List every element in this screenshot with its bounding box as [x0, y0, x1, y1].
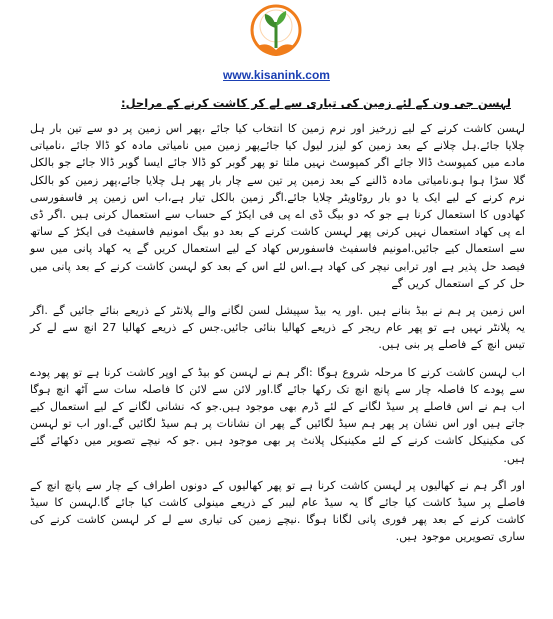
article-body	[30, 120, 525, 556]
paragraph-land-preparation: لہسن کاشت کرنے کے لیے زرخیز اور نرم زمین کا انتخاب کیا جائے ،پھر اس زمین پر دو سے تین بار ہل چلایا جائے.ہل چلانے کے بعد زمین کو لیزر لیول کیا جائےپھر زمین میں نامیاتی مادہ کو ڈالا جائے ،نامیاتی مادے میں کمپوسٹ ڈالا جائے اگر کمپوسٹ نہیں ملتا تو پھر گوبر کو ڈالا جائے ایسا گوبر ڈالا جائے جو بالکل گلا سڑا ہوا ہو.نامیاتی مادہ ڈالنے کے بعد زمین پر تین سے چار بار پھر ہل چلایا جائے،پھر زمین کو بالکل نرم کرنے کے لیے ایک یا دو بار روٹاویٹر چلایا جائے.اگر زمین بالکل تیار ہے،اب اس زمین پر فاسفورسی کھادوں کا استعمال کرنا ہے جو کہ دو بیگ ڈی اے پی فی ایکڑ کے حساب سے استعمال کرنی ہیں .اگر ڈی اے پی کھاد استعمال نہیں کرنی پھر لہسن کاشت کرنے کے بعد دو بیگ امونیم فاسفیٹ فی ایکڑ کے ساتھ سے استعمال کیے جائیں.امونیم فاسفیٹ فاسفورس کھاد کے لیے استعمال کریں گے یہ کھاد پانی میں سو فیصد حل پذیر ہے اور ترابی نیچر کی کھاد ہے.اس لئے اس کے بعد کو لہسن کاشت کرنے کے بعد پانی میں حل کر کے استعمال کریں گے	[30, 122, 525, 290]
kisanink-logo-icon	[248, 2, 304, 62]
paragraph-bed-making: اس زمین پر ہم نے بیڈ بنانے ہیں .اور یہ بیڈ سپیشل لسن لگانے والے پلانٹر کے ذریعے بنائے جائیں گے .اگر یہ پلانٹر نہیں ہے تو پھر عام ریجر کے ذریعے کھالیا بنائی جائیں.جس کے ذریعے کھالیا 27 انچ سے لے کر تیس انچ کے فاصلے پر بنی ہیں.	[30, 304, 525, 352]
website-link[interactable]: www.kisanink.com	[223, 68, 330, 82]
paragraph-sowing-on-furrows: اور اگر ہم نے کھالیوں پر لہسن کاشت کرنا ہے تو پھر کھالیوں کے دونوں اطراف کے چار سے پانچ انچ کے فاصلے پر سیڈ کاشت کیا جائے گا یہ سیڈ عام لیبر کے ذریعے مینولی کاشت کیا جائے گا.لہسن کا سیڈ کاشت کرنے کے بعد پھر فوری پانی لگانا ہوگا .نیچے زمین کی تیاری سے لے کر لہسن کاشت کرنے کی ساری تصویریں موجود ہیں.	[30, 478, 525, 544]
paragraph-sowing-on-beds: اب لہسن کاشت کرنے کا مرحلہ شروع ہوگا :اگر ہم نے لہسن کو بیڈ کے اوپر کاشت کرنا ہے تو پھر پودے سے پودے کا فاصلہ چار سے پانچ انچ تک رکھا جائے گا.اور لائن سے لائن کا فاصلہ سات سے آٹھ انچ ہوگا اب ہم نے اس فاصلے پر سیڈ لگانے کے لئے ڈرم بھی موجود ہیں.جو کہ نشانی لگانے کے لیے استعمال کیے جاتے ہیں اور اس نشان پر پھر ہم سیڈ لگائیں گے پھر ان نشانات پر ہم سیڈ لگائیں گے.اور اب تو لہسن کی مکینیکل کاشت کرنے کے لئے مکینیکل پلانٹ پر بھی موجود ہیں .جو کہ نیچے تصویر میں دکھائے گئے ہیں.	[30, 365, 525, 465]
article-title: لہسن جی ون کے لئے زمین کی تیاری سے لے کر کاشت کرنے کے مراحل:	[121, 96, 511, 110]
